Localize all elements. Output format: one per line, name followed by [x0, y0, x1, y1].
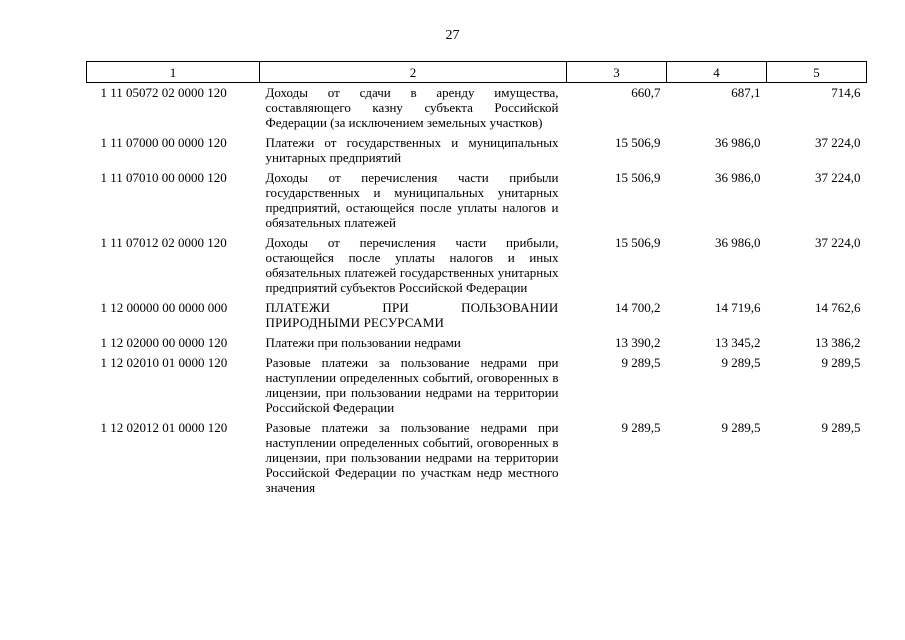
row-name: Разовые платежи за пользование недрами при наступлении определенных событий, оговоренных в лицензии, при пользовании недрами на территории Российской Федерации по участкам недр местного значения — [265, 420, 559, 495]
row-value-year-3: 14 762,6 — [815, 300, 861, 315]
table-row — [87, 353, 867, 418]
header-col-2: 2 — [260, 62, 567, 83]
revenue-table — [86, 61, 867, 498]
row-value-year-2: 9 289,5 — [721, 420, 761, 435]
row-value-year-1: 9 289,5 — [621, 420, 661, 435]
header-row — [87, 62, 867, 83]
row-value-year-2: 13 345,2 — [715, 335, 761, 350]
row-value-year-1: 660,7 — [631, 85, 661, 100]
row-value-year-3: 37 224,0 — [815, 235, 861, 250]
row-value-year-2: 36 986,0 — [715, 135, 761, 150]
row-value-year-2: 36 986,0 — [715, 235, 761, 250]
row-code: 1 11 07012 02 0000 120 — [100, 235, 227, 250]
row-code: 1 12 00000 00 0000 000 — [100, 300, 228, 315]
row-name: ПЛАТЕЖИ ПРИ ПОЛЬЗОВАНИИ ПРИРОДНЫМИ РЕСУРСАМИ — [265, 300, 559, 330]
table-header — [87, 62, 867, 83]
row-value-year-1: 9 289,5 — [621, 355, 661, 370]
table-row — [87, 333, 867, 353]
row-code: 1 11 07000 00 0000 120 — [100, 135, 227, 150]
row-name: Платежи при пользовании недрами — [265, 335, 461, 350]
row-code: 1 11 05072 02 0000 120 — [100, 85, 227, 100]
row-value-year-3: 9 289,5 — [821, 420, 861, 435]
header-col-5: 5 — [767, 62, 867, 83]
row-value-year-1: 15 506,9 — [615, 135, 661, 150]
table-row — [87, 298, 867, 333]
header-col-4: 4 — [667, 62, 767, 83]
header-col-3: 3 — [567, 62, 667, 83]
header-col-1: 1 — [87, 62, 260, 83]
row-value-year-3: 13 386,2 — [815, 335, 861, 350]
row-name: Доходы от перечисления части прибыли государственных и муниципальных унитарных предприятий, остающейся после уплаты налогов и обязательных платежей — [265, 170, 559, 230]
row-value-year-3: 9 289,5 — [821, 355, 861, 370]
row-value-year-1: 15 506,9 — [615, 235, 661, 250]
page-number: 27 — [445, 28, 460, 43]
table-row — [87, 168, 867, 233]
table-row — [87, 83, 867, 134]
row-value-year-1: 14 700,2 — [615, 300, 661, 315]
row-code: 1 12 02010 01 0000 120 — [100, 355, 228, 370]
row-name: Платежи от государственных и муниципальных унитарных предприятий — [265, 135, 559, 165]
row-code: 1 12 02012 01 0000 120 — [100, 420, 228, 435]
row-value-year-2: 687,1 — [731, 85, 761, 100]
row-value-year-3: 37 224,0 — [815, 135, 861, 150]
row-value-year-2: 36 986,0 — [715, 170, 761, 185]
table-row — [87, 233, 867, 298]
row-name: Доходы от перечисления части прибыли, остающейся после уплаты налогов и иных обязательных платежей государственных унитарных предприятий субъектов Российской Федерации — [265, 235, 559, 295]
row-value-year-3: 37 224,0 — [815, 170, 861, 185]
row-name: Доходы от сдачи в аренду имущества, составляющего казну субъекта Российской Федерации (за исключением земельных участков) — [265, 85, 559, 130]
table-row — [87, 133, 867, 168]
row-value-year-1: 13 390,2 — [615, 335, 661, 350]
row-code: 1 12 02000 00 0000 120 — [100, 335, 228, 350]
row-value-year-1: 15 506,9 — [615, 170, 661, 185]
row-code: 1 11 07010 00 0000 120 — [100, 170, 227, 185]
row-value-year-3: 714,6 — [831, 85, 861, 100]
table-row — [87, 418, 867, 498]
table-body — [87, 83, 867, 499]
row-name: Разовые платежи за пользование недрами при наступлении определенных событий, оговоренных в лицензии, при пользовании недрами на территории Российской Федерации — [265, 355, 559, 415]
row-value-year-2: 14 719,6 — [715, 300, 761, 315]
row-value-year-2: 9 289,5 — [721, 355, 761, 370]
